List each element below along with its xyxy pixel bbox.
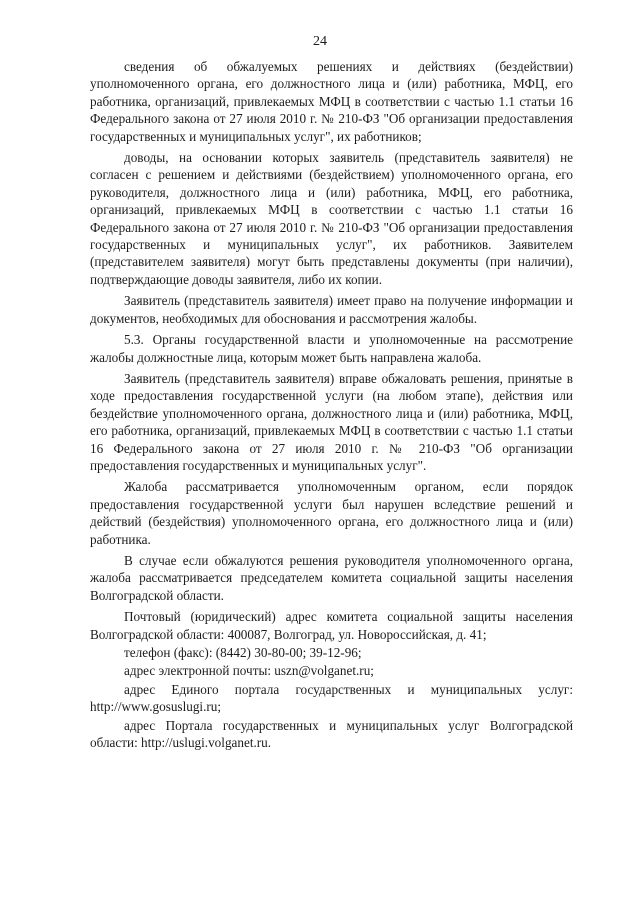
paragraph-appealed-decisions: сведения об обжалуемых решениях и действиях (бездействии) уполномоченного органа, его должностного лица и (или) работника, МФЦ, его работника, организаций, привлекаемых МФЦ в соответствии с частью 1.1 статьи 16 Федерального закона от 27 июля 2010 г. № 210-ФЗ "Об организации предоставления государственных и муниципальных услуг", их работников; <box>90 59 573 144</box>
paragraph-section-5-3: 5.3. Органы государственной власти и уполномоченные на рассмотрение жалобы должностные лица, которым может быть направлена жалоба. <box>90 332 573 365</box>
paragraph-regional-portal: адрес Портала государственных и муниципальных услуг Волгоградской области: http://uslugi.volganet.ru. <box>90 717 573 751</box>
paragraph-email: адрес электронной почты: uszn@volganet.ru; <box>124 663 374 679</box>
paragraph-right-to-information: Заявитель (представитель заявителя) имеет право на получение информации и документов, необходимых для обоснования и рассмотрения жалобы. <box>90 293 573 326</box>
paragraph-head-decisions: В случае если обжалуются решения руководителя уполномоченного органа, жалоба рассматривается председателем комитета социальной защиты населения Волгоградской области. <box>90 552 573 603</box>
paragraph-postal-address: Почтовый (юридический) адрес комитета социальной защиты населения Волгоградской области: 400087, Волгоград, ул. Новороссийская, д. 41; <box>90 609 573 642</box>
document-body <box>90 58 573 752</box>
page-number: 24 <box>313 34 327 49</box>
paragraph-arguments: доводы, на основании которых заявитель (представитель заявителя) не согласен с решением и действиями (бездействием) уполномоченного органа, его руководителя, должностного лица и (или) работника, МФЦ, его работника, организаций, привлекаемых МФЦ в соответствии с частью 1.1 статьи 16 Федерального закона от 27 июля 2010 г. № 210-ФЗ "Об организации предоставления государственных и муниципальных услуг", их работников. Заявителем (представителем заявителя) могут быть представлены документы (при наличии), подтверждающие доводы заявителя, либо их копии. <box>90 150 573 287</box>
paragraph-phone: телефон (факс): (8442) 30-80-00; 39-12-96; <box>124 645 362 660</box>
paragraph-complaint-review: Жалоба рассматривается уполномоченным органом, если порядок предоставления государственной услуги был нарушен вследствие решений и действий (бездействия) уполномоченного органа, его должностного лица и (или) работника. <box>90 479 573 547</box>
paragraph-unified-portal: адрес Единого портала государственных и муниципальных услуг: http://www.gosuslugi.ru; <box>90 681 573 715</box>
paragraph-right-to-appeal: Заявитель (представитель заявителя) вправе обжаловать решения, принятые в ходе предоставления государственной услуги (на любом этапе), действия или бездействие уполномоченного органа, должностного лица и (или) работника, МФЦ, его работника, организаций, привлекаемых МФЦ в соответствии с частью 1.1 статьи 16 Федерального закона от 27 июля 2010 г. № 210-ФЗ "Об организации предоставления государственных и муниципальных услуг". <box>90 370 573 473</box>
